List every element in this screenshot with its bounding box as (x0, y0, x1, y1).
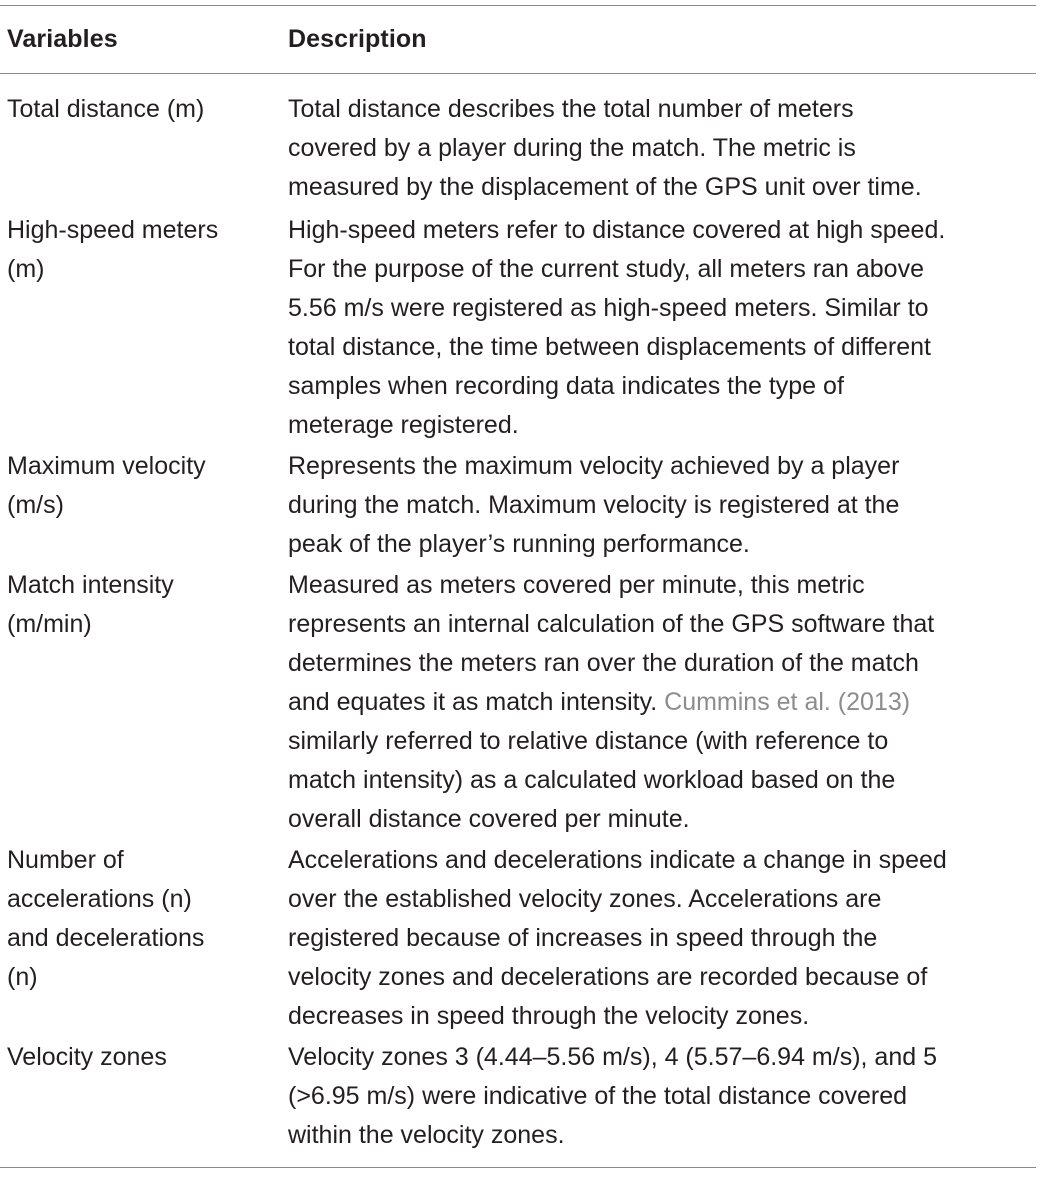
table-row (0, 90, 1036, 207)
header-variables: Variables (7, 25, 118, 53)
description-cell: Accelerations and decelerations indicate a change in speed over the established velocity zones. Accelerations are registered because of increases in speed through the velocity zones and decelerations are recorded because of decreases in speed through the velocity zones. (288, 846, 947, 1030)
description-text: similarly referred to relative distance (with reference to match intensity) as a calculated workload based on the overall distance covered per minute. (288, 727, 896, 833)
variable-cell: Maximum velocity (m/s) (7, 452, 206, 519)
table-row (0, 1038, 1036, 1155)
description-cell: High-speed meters refer to distance covered at high speed. For the purpose of the current study, all meters ran above 5.56 m/s were registered as high-speed meters. Similar to total distance, the time between displacements of different samples when recording data indicates the type of meterage registered. (288, 216, 946, 439)
table-row (0, 841, 1036, 1036)
variable-cell: Total distance (m) (7, 95, 205, 123)
table-body (0, 74, 1036, 1167)
description-cell: Total distance describes the total number of meters covered by a player during the match. The metric is measured by the displacement of the GPS unit over time. (288, 95, 922, 201)
bottom-rule (0, 1167, 1036, 1168)
variable-cell: Match intensity (m/min) (7, 571, 174, 638)
table-header-row (0, 6, 1036, 73)
header-description: Description (288, 25, 427, 53)
description-cell: Represents the maximum velocity achieved by a player during the match. Maximum velocity is registered at the peak of the player’s running performance. (288, 452, 900, 558)
citation-link[interactable]: Cummins et al. (2013) (664, 688, 911, 716)
variable-cell: Velocity zones (7, 1043, 167, 1071)
description-text: Measured as meters covered per minute, this metric represents an internal calculation of the GPS software that determines the meters ran over the duration of the match and equates it as match intensity. (288, 571, 935, 716)
description-cell (280, 566, 1036, 839)
table-row (0, 447, 1036, 564)
variable-cell: High-speed meters (m) (7, 216, 219, 283)
table-row (0, 211, 1036, 445)
variable-cell: Number of accelerations (n) and decelerations (n) (7, 846, 205, 991)
table-row (0, 566, 1036, 839)
description-cell: Velocity zones 3 (4.44–5.56 m/s), 4 (5.57–6.94 m/s), and 5 (>6.95 m/s) were indicative of the total distance covered within the velocity zones. (288, 1043, 937, 1149)
variables-table (0, 5, 1036, 1168)
